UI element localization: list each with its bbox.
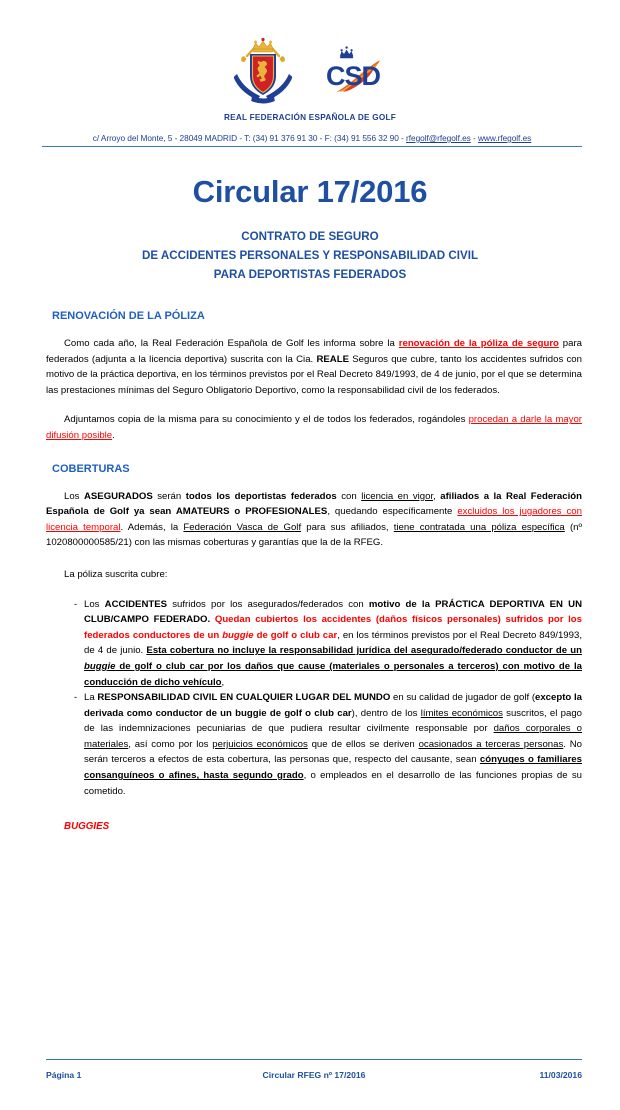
- footer-row: [46, 1070, 582, 1080]
- paragraph-poliza-cubre: La póliza suscrita cubre:: [64, 568, 168, 580]
- par-text: suscritos, el pago de las indemnizaciones pecuniarias de que pudiera resultar civilmente responsable por: [84, 707, 582, 735]
- subtitle-line-1: CONTRATO DE SEGURO: [241, 230, 379, 243]
- par-text: (nº 1020800000585/21) con las mismas coberturas y garantías que la de la RFEG.: [46, 521, 582, 549]
- header-divider: [42, 146, 582, 147]
- highlight-renovacion-poliza: renovación de la póliza de seguro: [398, 338, 559, 349]
- term-conyuges-familiares: cónyuges o familiares consanguíneos o afines, hasta segundo grado: [84, 754, 582, 782]
- highlight-excluidos: excluidos los jugadores con licencia temporal: [46, 506, 582, 533]
- highlight-buggie-cubierto-2: de golf o club car: [253, 629, 338, 641]
- term-limites-economicos: límites económicos: [420, 707, 503, 719]
- list-item: [74, 597, 582, 691]
- par-text: sufridos por los asegurados/federados con: [167, 598, 369, 610]
- highlight-buggie-cubierto: Quedan cubiertos los accidentes (daños físicos personales) sufridos por los federados conductores de un: [84, 614, 583, 641]
- par-text: , así como por los: [128, 738, 213, 750]
- par-text: Los: [84, 598, 105, 610]
- term-afiliados: afiliados a la Real Federación Española de Golf ya sean AMATEURS o PROFESIONALES: [46, 490, 582, 518]
- par-text: ,: [433, 490, 441, 502]
- svg-text:CSD: CSD: [326, 61, 381, 91]
- rfeg-crest-logo: [234, 34, 292, 106]
- contact-line: [42, 133, 582, 143]
- term-accidentes: ACCIDENTES: [104, 598, 168, 610]
- par-text: , quedando específicamente: [327, 506, 458, 518]
- par-text: , o empleados en el desarrollo de las funciones propias de su cometido.: [84, 770, 582, 797]
- highlight-difusion: procedan a darle la mayor difusión posible: [46, 414, 582, 441]
- term-licencia-vigor: licencia en vigor: [361, 490, 434, 502]
- insurer-name: REALE: [316, 353, 349, 365]
- document-header: [0, 0, 620, 147]
- par-text: Los: [64, 490, 84, 502]
- par-text: . Además, la: [120, 521, 184, 533]
- section-heading-renovacion: RENOVACIÓN DE LA PÓLIZA: [52, 310, 205, 322]
- list-item: [74, 690, 582, 799]
- contact-address: c/ Arroyo del Monte, 5 - 28049 MADRID - T: (34) 91 376 91 30 - F: (34) 91 556 32 90 -: [92, 133, 407, 143]
- contact-separator: -: [470, 133, 478, 143]
- par-text: para federados (adjunta a la licencia deportiva) suscrita con la Cia.: [46, 338, 583, 365]
- footer-date: 11/03/2016: [539, 1070, 582, 1080]
- paragraph-renovacion-1: [46, 336, 582, 398]
- subtitle-line-3: PARA DEPORTISTAS FEDERADOS: [213, 268, 407, 281]
- par-text: , en los términos previstos por el Real Decreto 849/1993, de 4 de junio.: [84, 629, 582, 657]
- par-text: para sus afiliados,: [301, 521, 394, 533]
- document-subtitle: [0, 227, 620, 284]
- term-buggie-italic-2: buggie: [84, 660, 116, 672]
- subtitle-line-2: DE ACCIDENTES PERSONALES Y RESPONSABILIDAD CIVIL: [141, 249, 479, 262]
- federation-name: REAL FEDERACIÓN ESPAÑOLA DE GOLF: [223, 113, 397, 122]
- par-text: .: [112, 429, 115, 441]
- term-federacion-vasca: Federación Vasca de Golf: [183, 521, 302, 533]
- footer-document-reference: Circular RFEG nº 17/2016: [262, 1070, 366, 1080]
- contact-website-link[interactable]: www.rfegolf.es: [477, 133, 532, 143]
- par-text: Adjuntamos copia de la misma para su conocimiento y el de todos los federados, rogándoles: [64, 414, 469, 426]
- paragraph-coberturas-1: [46, 489, 582, 551]
- par-text: en su calidad de jugador de golf (: [390, 692, 536, 704]
- par-text: Como cada año, la Real Federación Española de Golf les informa sobre la: [64, 338, 399, 349]
- paragraph-renovacion-2: [46, 412, 582, 443]
- term-asegurados: ASEGURADOS: [83, 490, 153, 502]
- page-title: Circular 17/2016: [192, 174, 428, 209]
- coverage-list: [46, 597, 582, 800]
- par-text: ,: [221, 676, 225, 688]
- par-text: La: [84, 692, 98, 704]
- section-spacer: [46, 444, 582, 463]
- term-excepto-buggie: excepto la derivada como conductor de un buggie de golf o club car: [84, 692, 582, 719]
- csd-logo: [316, 44, 386, 100]
- term-poliza-especifica: tiene contratada una póliza específica: [393, 521, 565, 533]
- par-text: con: [336, 490, 362, 502]
- contact-block: [0, 133, 620, 147]
- term-terceras-personas: ocasionados a terceras personas: [418, 738, 564, 750]
- term-responsabilidad-civil: RESPONSABILIDAD CIVIL EN CUALQUIER LUGAR DEL MUNDO: [97, 692, 391, 704]
- exclusion-buggie-juridica-2: de golf o club car por los daños que cause (materiales o personales a terceros) con motivo de la conducción de dicho vehículo: [84, 660, 582, 688]
- document-body: [0, 310, 620, 832]
- par-text: serán: [152, 490, 186, 502]
- term-danos-corporales: daños corporales o materiales: [84, 723, 582, 750]
- footer-divider: [46, 1059, 582, 1060]
- contact-email-link[interactable]: rfegolf@rfegolf.es: [406, 133, 471, 143]
- par-text: ), dentro de los: [351, 707, 421, 719]
- section-heading-buggies: BUGGIES: [64, 821, 110, 833]
- exclusion-buggie-juridica: Esta cobertura no incluye la responsabilidad jurídica del asegurado/federado conductor de un: [146, 645, 582, 657]
- term-perjuicios-economicos: perjuicios económicos: [212, 738, 308, 750]
- term-buggie-italic: buggie: [222, 629, 254, 641]
- par-text: . No serán terceros a efectos de esta cobertura, las personas que, respecto del causante, sean: [84, 738, 582, 766]
- document-footer: [0, 1059, 620, 1080]
- term-practica-deportiva: motivo de la PRÁCTICA DEPORTIVA EN UN CLUB/CAMPO FEDERADO.: [84, 598, 582, 626]
- logo-row: [0, 34, 620, 106]
- footer-page-number: Página 1: [46, 1070, 82, 1080]
- par-text: que de ellos se deriven: [307, 738, 419, 750]
- section-heading-coberturas: COBERTURAS: [52, 462, 130, 475]
- term-deportistas-federados: todos los deportistas federados: [185, 490, 337, 502]
- par-text: Seguros que cubre, tanto los accidentes sufridos con motivo de la práctica deportiva, en los términos previstos por el Real Decreto 849/1993, de 4 de junio, por el que se determina las prestaciones mínimas del Seguro Obligatorio Deportivo, como la responsabilidad civil de los federados.: [46, 353, 582, 396]
